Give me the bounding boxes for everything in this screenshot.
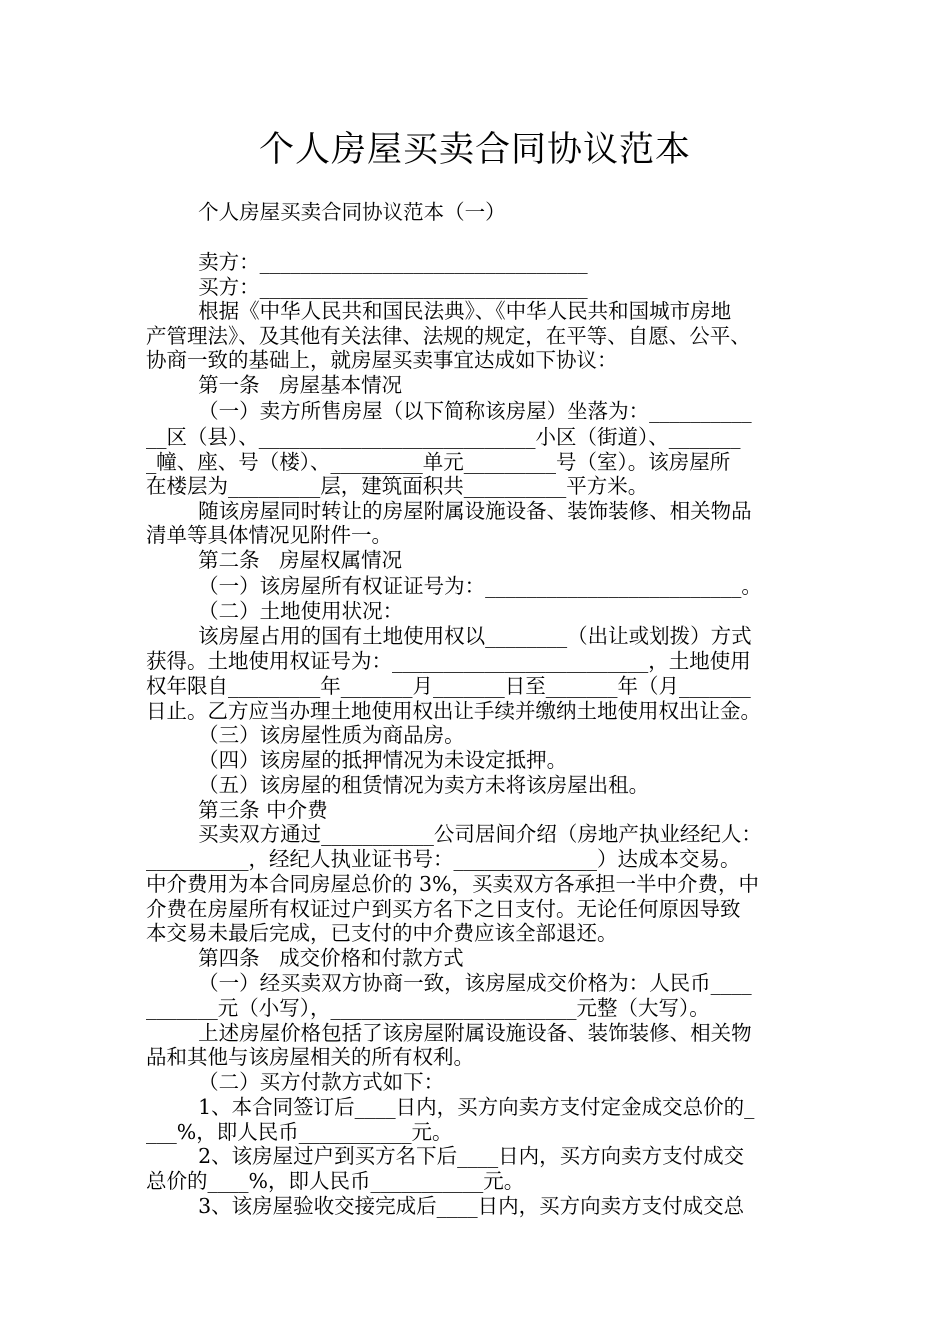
document-title: 个人房屋买卖合同协议范本	[258, 130, 691, 170]
paragraph-line: 3、该房屋验收交接完成后____日内，买方向卖方支付成交总	[146, 1194, 745, 1218]
paragraph-line: 上述房屋价格包括了该房屋附属设施设备、装饰装修、相关物	[146, 1021, 752, 1045]
paragraph-line: （二）买方付款方式如下：	[146, 1070, 445, 1094]
paragraph-line: 中介费用为本合同房屋总价的 3%，买卖双方各承担一半中介费，中	[146, 872, 760, 896]
paragraph-line: 获得。土地使用权证号为：_________________________，土地使用	[146, 649, 751, 673]
paragraph-line: 总价的____%，即人民币___________元。	[146, 1169, 525, 1193]
paragraph-line: _______元（小写），________________________元整（大写）。	[146, 996, 710, 1020]
paragraph-line: 根据《中华人民共和国民法典》、《中华人民共和国城市房地	[146, 299, 732, 323]
paragraph-line: 第二条 房屋权属情况	[146, 548, 403, 572]
paragraph-line: （一）经买卖双方协商一致，该房屋成交价格为：人民币____	[146, 971, 752, 995]
paragraph-line: __区（县）、___________________________小区（街道）、_______	[146, 425, 741, 449]
paragraph-line: 日止。乙方应当办理土地使用权出让手续并缴纳土地使用权出让金。	[146, 699, 761, 723]
paragraph-line: 个人房屋买卖合同协议范本（一）	[146, 200, 506, 224]
paragraph-line: （一）卖方所售房屋（以下简称该房屋）坐落为：__________	[146, 399, 752, 423]
paragraph-line: 第一条 房屋基本情况	[146, 373, 403, 397]
paragraph-line: 本交易未最后完成，已支付的中介费应该全部退还。	[146, 921, 618, 945]
paragraph-line: （三）该房屋性质为商品房。	[146, 723, 465, 747]
paragraph-line: 第四条 成交价格和付款方式	[146, 946, 464, 970]
paragraph-line: 2、该房屋过户到买方名下后____日内，买方向卖方支付成交	[146, 1144, 745, 1168]
paragraph-line: （二）土地使用状况：	[146, 599, 404, 623]
paragraph-line: _幢、座、号（楼）、_________单元_________号（室）。该房屋所	[146, 450, 731, 474]
paragraph-line: （一）该房屋所有权证证号为：_________________________。	[146, 574, 762, 598]
paragraph-line: （四）该房屋的抵押情况为未设定抵押。	[146, 748, 568, 772]
paragraph-line: 在楼层为_________层，建筑面积共__________平方米。	[146, 474, 649, 498]
paragraph-line: 该房屋占用的国有土地使用权以________（出让或划拨）方式	[146, 624, 752, 648]
paragraph-line: （五）该房屋的租赁情况为卖方未将该房屋出租。	[146, 773, 650, 797]
paragraph-line: 1、本合同签订后____日内，买方向卖方支付定金成交总价的_	[146, 1095, 755, 1119]
paragraph-line: 协商一致的基础上，就房屋买卖事宜达成如下协议：	[146, 348, 618, 372]
paragraph-line: 第三条 中介费	[146, 798, 328, 822]
paragraph-line: 随该房屋同时转让的房屋附属设施设备、装饰装修、相关物品	[146, 499, 752, 523]
paragraph-line: 买卖双方通过___________公司居间介绍（房地产执业经纪人：	[146, 822, 762, 846]
paragraph-line: ___%，即人民币___________元。	[146, 1120, 453, 1144]
paragraph-line: 品和其他与该房屋相关的所有权利。	[146, 1045, 474, 1069]
paragraph-line: __________，经纪人执业证书号：______________）达成本交易。	[146, 847, 741, 871]
paragraph-line: 买方：________________________________	[146, 275, 588, 299]
paragraph-line: 产管理法》、及其他有关法律、法规的规定，在平等、自愿、公平、	[146, 324, 751, 348]
paragraph-line: 权年限自_________年_______月_______日至_______年（月_______	[146, 674, 751, 698]
paragraph-line: 卖方：________________________________	[146, 250, 588, 274]
paragraph-line: 清单等具体情况见附件一。	[146, 523, 392, 547]
paragraph-line: 介费在房屋所有权证过户到买方名下之日支付。无论任何原因导致	[146, 897, 741, 921]
